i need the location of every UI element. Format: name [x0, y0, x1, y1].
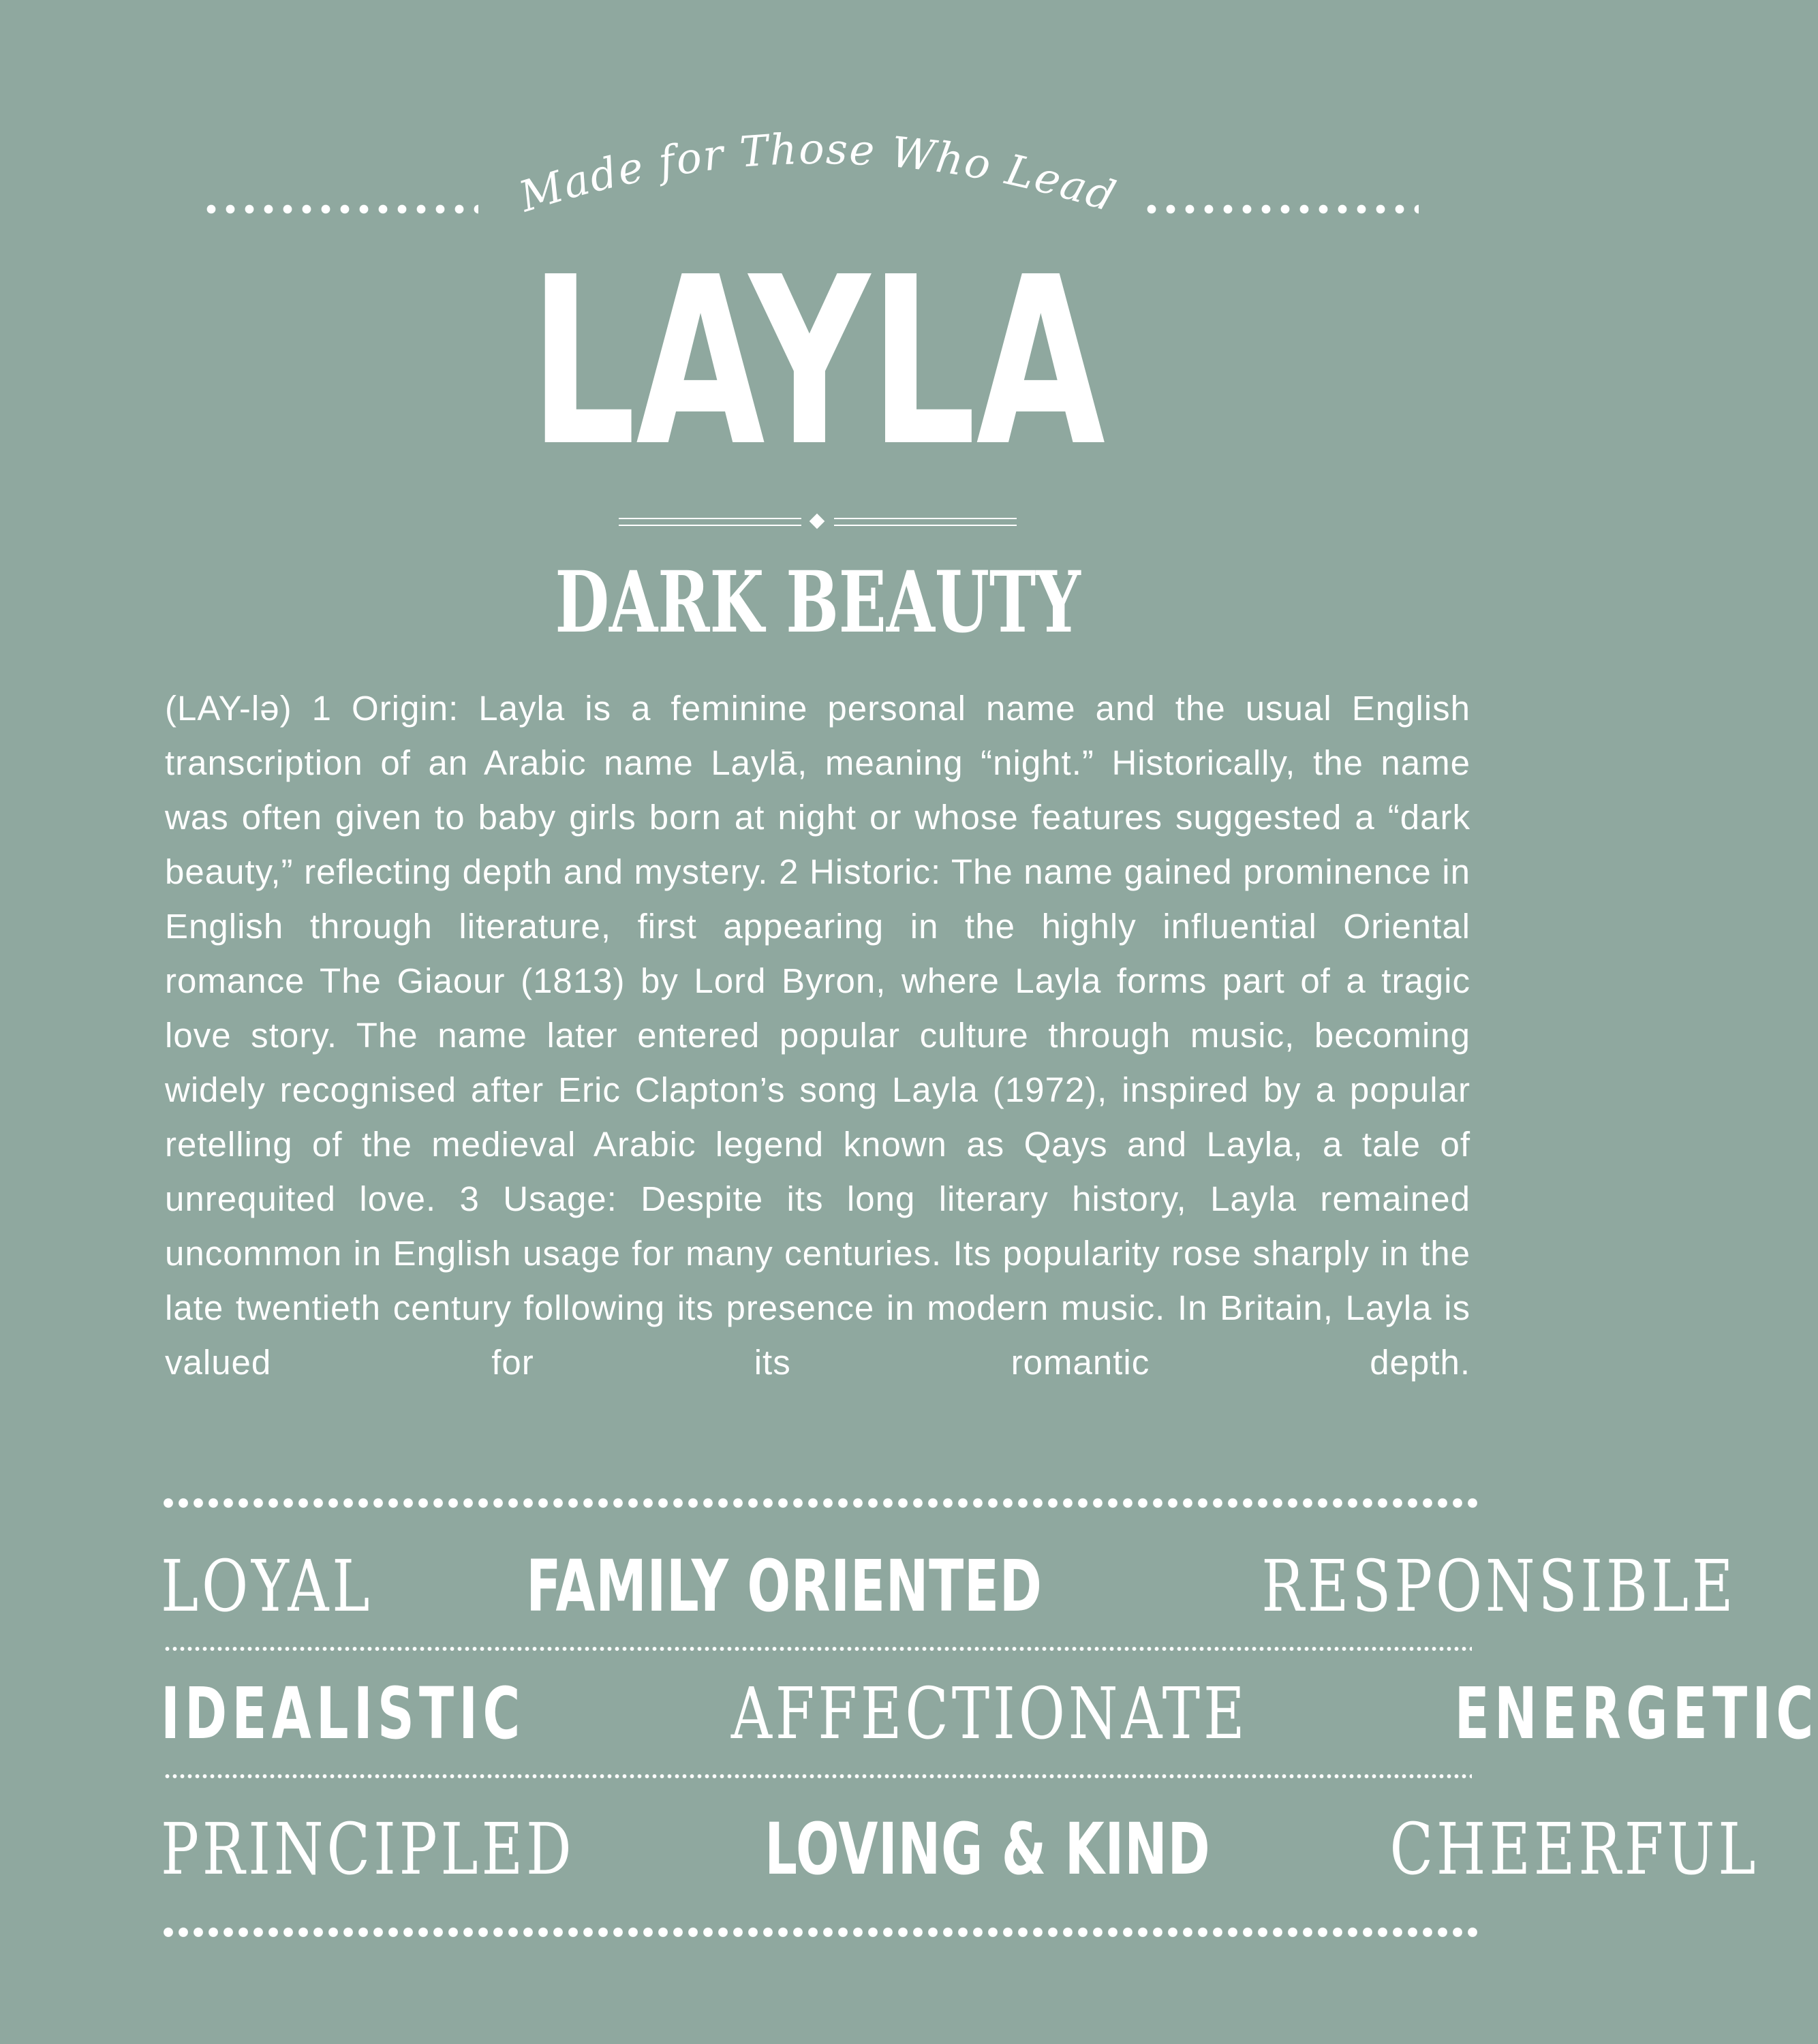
- meaning-heading: [0, 555, 1635, 651]
- trait-word: CHEERFUL: [1389, 1808, 1759, 1891]
- trait-word: ENERGETIC: [1454, 1672, 1818, 1755]
- divider-line: [619, 525, 801, 526]
- trait-row-3: [161, 1808, 1759, 1891]
- divider-line: [834, 525, 1017, 526]
- trait-word: FAMILY ORIENTED: [526, 1545, 1043, 1628]
- diamond-ornament-icon: [810, 514, 825, 529]
- trait-word: PRINCIPLED: [161, 1808, 575, 1891]
- trait-row-2: [161, 1672, 1818, 1755]
- name-text: LAYLA: [529, 228, 1106, 497]
- tagline: [512, 124, 1122, 222]
- dotted-rule-bottom: [161, 1927, 1477, 1938]
- trait-word: LOYAL: [161, 1545, 373, 1628]
- trait-row-1: [161, 1545, 1737, 1628]
- tagline-text: Made for Those Who Lead: [513, 123, 1122, 222]
- name-description: (LAY-lə) 1 Origin: Layla is a feminine personal name and the usual English transcription of an Arabic name Laylā, meaning “night.” Historically, the name was often given to baby girls born at night or whose features suggested a “dark beauty,” reflecting depth and mystery. 2 Historic: The name gained prominence in English through literature, first appearing in the highly influential Oriental romance The Giaour (1813) by Lord Byron, where Layla forms part of a tragic love story. The name later entered popular culture through music, becoming widely recognised after Eric Clapton’s song Layla (1972), inspired by a popular retelling of the medieval Arabic legend known as Qays and Layla, a tale of unrequited love. 3 Usage: Despite its long literary history, Layla remained uncommon in English usage for many centuries. Its popularity rose sharply in the late twentieth century following its presence in modern music. In Britain, Layla is valued for its romantic depth.: [165, 689, 1470, 1382]
- dotted-rule: [164, 1774, 1472, 1778]
- dotted-rule: [164, 1647, 1472, 1651]
- trait-word: IDEALISTIC: [161, 1672, 525, 1755]
- dotted-rule-top: [161, 1498, 1477, 1508]
- trait-word: AFFECTIONATE: [731, 1672, 1248, 1755]
- name-heading: [0, 228, 1635, 497]
- divider-line: [834, 518, 1017, 519]
- divider-line: [619, 518, 801, 519]
- meaning-text: DARK BEAUTY: [555, 553, 1081, 652]
- trait-word: RESPONSIBLE: [1261, 1545, 1737, 1628]
- trait-word: LOVING & KIND: [765, 1808, 1211, 1891]
- ornament-divider: [613, 512, 1022, 533]
